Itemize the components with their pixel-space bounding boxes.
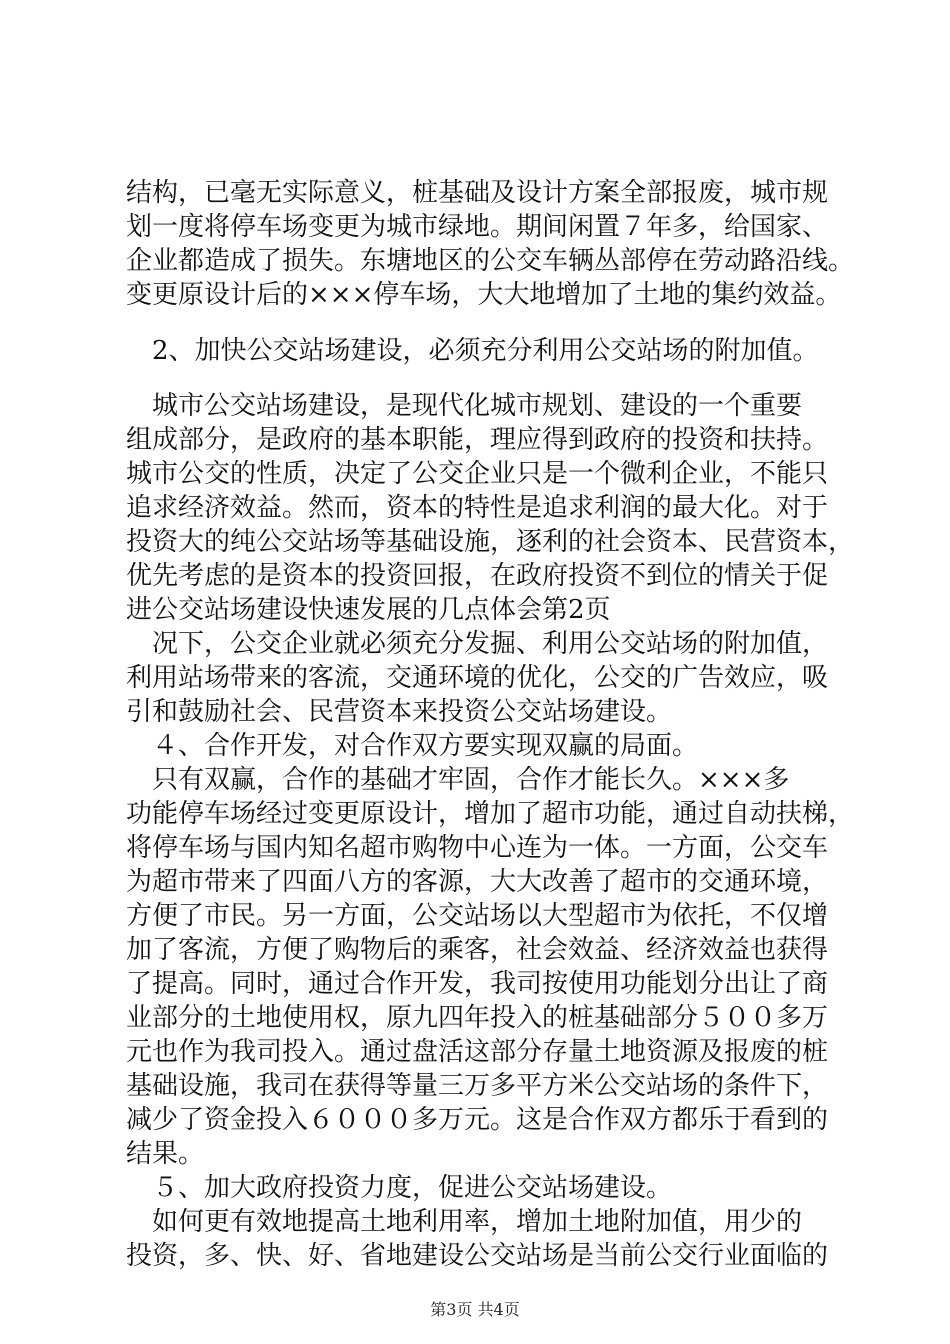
text-line: 况下，公交企业就必须充分发掘、利用公交站场的附加值， bbox=[126, 629, 829, 659]
text-line: 结果。 bbox=[126, 1139, 205, 1169]
text-line: 投资大的纯公交站场等基础设施，逐利的社会资本、民营资本， bbox=[126, 527, 855, 557]
text-line: 变更原设计后的×××停车场，大大地增加了土地的集约效益。 bbox=[126, 280, 842, 310]
text-line: 城市公交站场建设，是现代化城市规划、建设的一个重要 bbox=[126, 391, 803, 421]
text-line: 如何更有效地提高土地利用率，增加土地附加值，用少的 bbox=[126, 1207, 803, 1237]
text-line: 追求经济效益。然而，资本的特性是追求利润的最大化。对于 bbox=[126, 493, 829, 523]
text-line: 减少了资金投入６０００多万元。这是合作双方都乐于看到的 bbox=[126, 1105, 829, 1135]
text-line: 方便了市民。另一方面，公交站场以大型超市为依托，不仅增 bbox=[126, 901, 829, 931]
text-line: 功能停车场经过变更原设计，增加了超市功能，通过自动扶梯， bbox=[126, 799, 855, 829]
text-line: 划一度将停车场变更为城市绿地。期间闲置７年多，给国家、 bbox=[126, 212, 829, 242]
text-line: 将停车场与国内知名超市购物中心连为一体。一方面，公交车 bbox=[126, 833, 829, 863]
section-heading: ５、加大政府投资力度，促进公交站场建设。 bbox=[126, 1173, 673, 1203]
text-line: 进公交站场建设快速发展的几点体会第2页 bbox=[126, 595, 611, 625]
section-heading: 2、加快公交站场建设，必须充分利用公交站场的附加值。 bbox=[126, 336, 819, 366]
section-heading: ４、合作开发，对合作双方要实现双赢的局面。 bbox=[126, 731, 699, 761]
text-line: 优先考虑的是资本的投资回报，在政府投资不到位的情关于促 bbox=[126, 561, 829, 591]
text-line: 业部分的土地使用权，原九四年投入的桩基础部分５００多万 bbox=[126, 1003, 829, 1033]
text-line: 只有双赢，合作的基础才牢固，合作才能长久。×××多 bbox=[126, 765, 790, 795]
text-line: 基础设施，我司在获得等量三万多平方米公交站场的条件下， bbox=[126, 1071, 829, 1101]
page-footer: 第3页 共4页 bbox=[430, 1300, 520, 1319]
text-line: 组成部分，是政府的基本职能，理应得到政府的投资和扶持。 bbox=[126, 425, 829, 455]
text-line: 引和鼓励社会、民营资本来投资公交站场建设。 bbox=[126, 697, 673, 727]
text-line: 为超市带来了四面八方的客源，大大改善了超市的交通环境， bbox=[126, 867, 829, 897]
text-line: 企业都造成了损失。东塘地区的公交车辆丛部停在劳动路沿线。 bbox=[126, 246, 855, 276]
text-line: 投资，多、快、好、省地建设公交站场是当前公交行业面临的 bbox=[126, 1241, 829, 1271]
text-line: 城市公交的性质，决定了公交企业只是一个微利企业，不能只 bbox=[126, 459, 829, 489]
text-line: 元也作为我司投入。通过盘活这部分存量土地资源及报废的桩 bbox=[126, 1037, 829, 1067]
text-line: 了提高。同时，通过合作开发，我司按使用功能划分出让了商 bbox=[126, 969, 829, 999]
text-line: 利用站场带来的客流，交通环境的优化，公交的广告效应，吸 bbox=[126, 663, 829, 693]
text-line: 结构，已毫无实际意义，桩基础及设计方案全部报废，城市规 bbox=[126, 178, 829, 208]
text-line: 加了客流，方便了购物后的乘客，社会效益、经济效益也获得 bbox=[126, 935, 829, 965]
